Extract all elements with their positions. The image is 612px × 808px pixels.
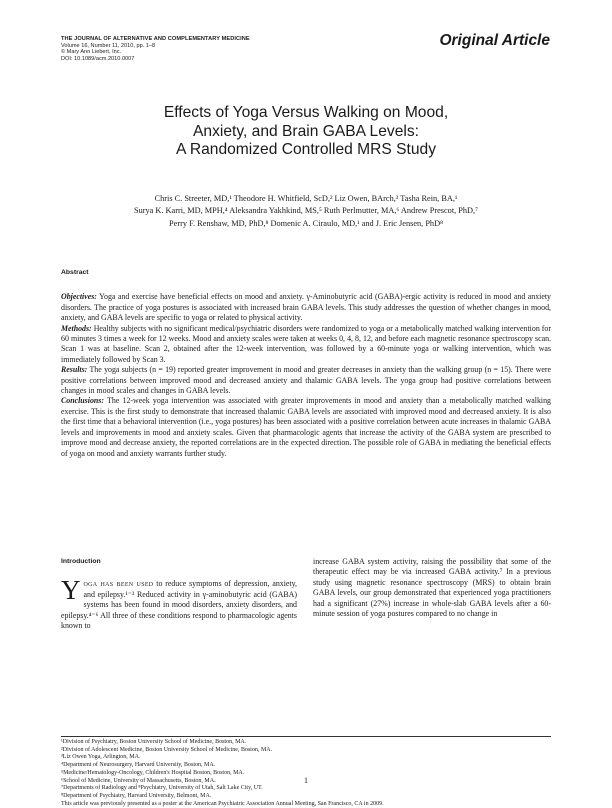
author-line: Chris C. Streeter, MD,¹ Theodore H. Whitfield, ScD,² Liz Owen, BArch,³ Tasha Rein, BA,¹ — [154, 194, 458, 203]
abstract-methods — [61, 324, 551, 366]
intro-smallcaps: oga has been used — [83, 579, 154, 589]
abstract-section — [61, 268, 551, 459]
footnote: ⁷Departments of Radiology and ⁸Psychiatry, University of Utah, Salt Lake City, UT. — [61, 785, 263, 792]
drop-cap: Y — [61, 575, 81, 606]
author-line: Perry F. Renshaw, MD, PhD,⁸ Domenic A. Ciraulo, MD,¹ and J. Eric Jensen, PhD⁸ — [169, 218, 443, 228]
article-title — [60, 104, 552, 160]
introduction-right-column — [313, 557, 551, 619]
abstract-label: Objectives: — [61, 292, 97, 302]
footnote-presentation-note: This article was previously presented as a poster at the American Psychiatric Association Annual Meeting, San Francisco, CA in 2009. — [61, 800, 384, 807]
footnote: ³Liz Owen Yoga, Arlington, MA. — [61, 754, 141, 761]
author-line: Surya K. Karri, MD, MPH,⁴ Aleksandra Yakhkind, MS,⁵ Ruth Perlmutter, MA,⁶ Andrew Prescot, PhD,⁷ — [133, 206, 479, 216]
abstract-conclusions — [61, 396, 551, 458]
intro-text-left: to reduce symptoms of depression, anxiety, and epilepsy.¹⁻³ Reduced activity in γ-aminobutyric acid (GABA) systems has been found in mood disorders, anxiety disorders, and epilepsy.⁴⁻⁶ All three of these conditions respond to pharmacologic agents known to — [61, 579, 298, 631]
abstract-results — [61, 365, 551, 396]
footnote: ⁵Medicine/Hematology-Oncology, Children's Hospital Boston, Boston, MA. — [61, 769, 245, 776]
abstract-text: The yoga subjects (n = 19) reported greater improvement in mood and greater decreases in anxiety than the walking group (n = 15). There were positive correlations between improved mood and decreased anxiety and thalamic GABA levels. The yoga group had positive correlations between changes in mood scales and changes in GABA levels. — [61, 365, 551, 396]
abstract-label: Conclusions: — [61, 396, 104, 406]
footnote: ⁴Department of Neurosurgery, Harvard University, Boston, MA. — [61, 762, 216, 769]
intro-text-right: increase GABA system activity, raising the possibility that some of the therapeutic effect may be via increased GABA activity.⁷ In a previous study using magnetic resonance spectroscopy (MRS) to obtain brain GABA levels, our group demonstrated that experienced yoga practitioners had a significant (27%) increase in whole-slab GABA levels after a 60-minute session of yoga postures compared to no change in — [313, 557, 551, 619]
journal-header — [61, 36, 391, 62]
article-type-label: Original Article — [439, 32, 550, 49]
affiliations-footnotes — [61, 736, 551, 808]
footnote: ¹Division of Psychiatry, Boston University School of Medicine, Boston, MA. — [61, 739, 247, 745]
abstract-text: Healthy subjects with no significant medical/psychiatric disorders were randomized to yoga or a metabolically matched walking intervention for 60 minutes 3 times a week for 12 weeks. Mood and anxiety scales were taken at weeks 0, 4, 8, 12, and before each magnetic resonance spectroscopy scan. Scan 1 was at baseline. Scan 2, obtained after the 12-week intervention, was followed by a 60-minute yoga or walking intervention, which was immediately followed by Scan 3. — [61, 323, 551, 364]
footnote: ²Division of Adolescent Medicine, Boston University School of Medicine, Boston, MA. — [61, 746, 273, 753]
introduction-paragraph — [61, 575, 298, 631]
abstract-label: Methods: — [61, 323, 92, 333]
abstract-text: The 12-week yoga intervention was associated with greater improvements in mood and anxiety than a metabolically matched walking exercise. This is the first study to demonstrate that increased thalamic GABA levels are associated with improved mood and decreased anxiety. It is also the first time that a behavioral intervention (i.e., yoga postures) has been associated with a positive correlation between acute increases in thalamic GABA levels and improvements in mood and anxiety scales. Given that pharmacologic agents that increase the activity of the GABA system are prescribed to improve mood and decrease anxiety, the reported correlations are in the expected direction. The possible role of GABA in mediating the beneficial effects of yoga on mood and anxiety warrants further study. — [61, 396, 551, 458]
abstract-text: Yoga and exercise have beneficial effects on mood and anxiety. γ-Aminobutyric acid (GABA)-ergic activity is reduced in mood and anxiety disorders. The practice of yoga postures is associated with increased brain GABA levels. This study addresses the question of whether changes in mood, anxiety, and GABA levels are specific to yoga or related to physical activity. — [61, 292, 551, 323]
title-line: Anxiety, and Brain GABA Levels: — [193, 122, 419, 140]
title-line: A Randomized Controlled MRS Study — [175, 141, 437, 158]
page-number: 1 — [304, 776, 308, 785]
journal-name: THE JOURNAL OF ALTERNATIVE AND COMPLEMENTARY MEDICINE — [61, 36, 250, 42]
footnote: ⁶School of Medicine, University of Massachusetts, Boston, MA. — [61, 777, 216, 784]
abstract-objectives — [61, 292, 551, 323]
introduction-heading: Introduction — [61, 558, 101, 565]
journal-volume: Volume 16, Number 11, 2010, pp. 1–8 — [61, 42, 156, 49]
abstract-heading: Abstract — [61, 269, 89, 276]
footnote: ⁸Department of Psychiatry, Harvard University, Belmont, MA. — [61, 792, 212, 799]
journal-doi: DOI: 10.1089/acm.2010.0007 — [61, 55, 135, 62]
introduction-left-column — [61, 557, 297, 631]
title-line: Effects of Yoga Versus Walking on Mood, — [163, 104, 449, 121]
journal-copyright: © Mary Ann Liebert, Inc. — [61, 49, 122, 56]
abstract-label: Results: — [61, 365, 88, 375]
author-list — [60, 193, 552, 230]
